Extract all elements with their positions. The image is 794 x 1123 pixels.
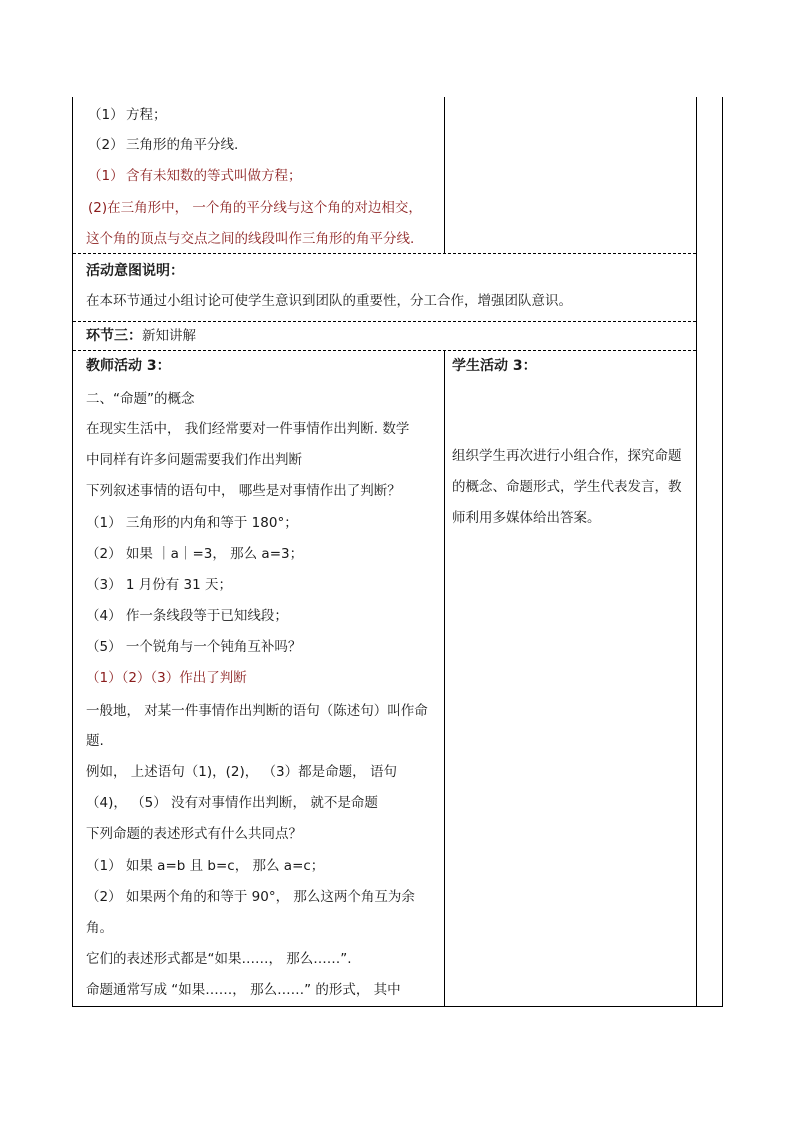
student-line: 师利用多媒体给出答案。 [452,510,601,526]
answer-line-1: （1） 含有未知数的等式叫做方程； [88,168,302,184]
student-line: 的概念、命题形式，学生代表发言，教 [452,479,682,495]
student-activity-heading: 学生活动 3： [452,358,537,374]
teacher-line: 下列命题的表述形式有什么共同点？ [86,826,302,842]
table-border-left [72,97,73,1007]
teacher-line: 下列叙述事情的语句中， 哪些是对事情作出了判断？ [86,483,401,499]
top-line-1: （1） 方程； [88,107,167,123]
top-line-2: （2） 三角形的角平分线. [88,137,239,153]
teacher-line: （1） 三角形的内角和等于 180°； [86,515,298,531]
table-border-right [722,97,723,1007]
intent-heading: 活动意图说明： [86,263,184,279]
teacher-line: （1） 如果 a=b 且 b=c， 那么 a=c； [86,858,325,874]
teacher-line: （5） 一个锐角与一个钝角互补吗？ [86,639,302,655]
teacher-line: 一般地， 对某一件事情作出判断的语句（陈述句）叫作命 [86,703,428,719]
row-divider-3 [73,350,696,351]
row-divider-2 [73,321,696,322]
answer-line-2: (2)在三角形中， 一个角的平分线与这个角的对边相交， [88,200,422,216]
teacher-line: 二、“命题”的概念 [86,391,195,407]
teacher-line: 它们的表述形式都是“如果……， 那么……”. [86,951,352,967]
intent-text: 在本环节通过小组讨论可使学生意识到团队的重要性，分工合作，增强团队意识。 [86,293,572,309]
table-margin-column [696,97,697,1007]
column-divider-bottom [444,351,445,1006]
teacher-line: （2） 如果两个角的和等于 90°， 那么这两个角互为余 [86,889,415,905]
teacher-line: 角。 [86,920,113,936]
teacher-line: （3） 1 月份有 31 天； [86,577,233,593]
teacher-line: （4)， （5） 没有对事情作出判断， 就不是命题 [86,795,378,811]
student-line: 组织学生再次进行小组合作，探究命题 [452,448,682,464]
teacher-answer-line: （1）（2）（3）作出了判断 [86,670,247,686]
row-divider-1 [73,253,696,254]
teacher-line: 题. [86,733,104,749]
teacher-line: 命题通常写成 “如果……， 那么……” 的形式， 其中 [86,982,401,998]
column-divider-top [444,97,445,253]
teacher-line: 例如， 上述语句（1)，(2)， （3）都是命题， 语句 [86,764,397,780]
answer-line-3: 这个角的顶点与交点之间的线段叫作三角形的角平分线. [86,231,415,247]
teacher-line: （4） 作一条线段等于已知线段； [86,608,288,624]
teacher-line: 中同样有许多问题需要我们作出判断 [86,452,302,468]
table-border-bottom [72,1006,723,1007]
teacher-activity-heading: 教师活动 3： [86,358,171,374]
teacher-line: （2） 如果 ｜a｜=3， 那么 a=3； [86,546,304,562]
section-heading: 环节三：新知讲解 [86,328,196,344]
teacher-line: 在现实生活中， 我们经常要对一件事情作出判断. 数学 [86,421,410,437]
